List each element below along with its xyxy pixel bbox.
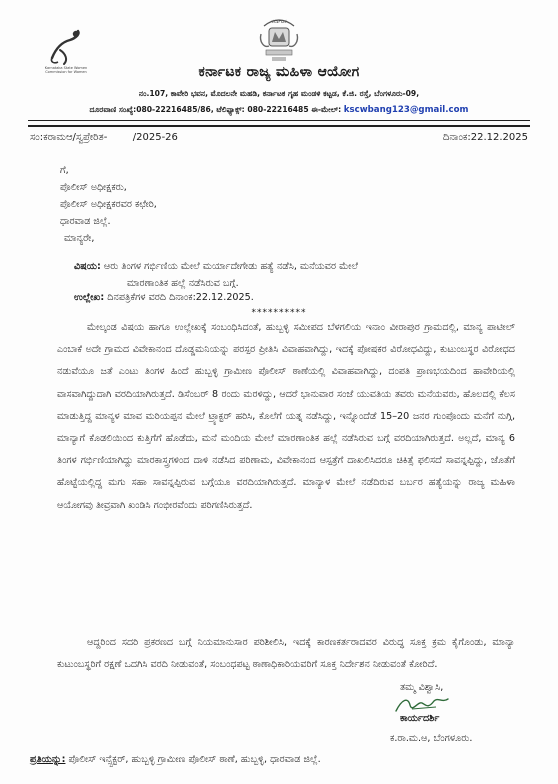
paragraph-1-text: ಮೇಲ್ಕಂಡ ವಿಷಯ ಹಾಗೂ ಉಲ್ಲೇಖಕ್ಕೆ ಸಂಬಂಧಿಸಿದಂತೆ, ಹುಬ್ಬಳ್ಳಿ ಸಮೀಪದ ಬೆಳಗಲಿಯ ಇನಾಂ ವೀರಾಪುರ ಗ್ರಾಮದಲ್ಲಿ, ಮಾನ್ಯ ಪಾಟೀಲ್ ಎಂಬಾಕೆ ಅದೇ ಗ್ರಾಮದ ವಿವೇಕಾನಂದ ದೊಡ್ಡಮನಿಯನ್ನು ಪರಸ್ಪರ ಪ್ರೀತಿಸಿ ವಿವಾಹವಾಗಿದ್ದು, ಇದಕ್ಕೆ ಪೋಷಕರ ವಿರೋಧವಿದ್ದು, ಕುಟುಂಬಸ್ಥರ ವಿರೋಧದ ನಡುವೆಯೂ ಜತೆ ಎಂಟು ತಿಂಗಳ ಹಿಂದೆ ಹುಬ್ಬಳ್ಳಿ ಗ್ರಾಮೀಣ ಪೊಲೀಸ್ ಠಾಣೆಯಲ್ಲಿ ವಿವಾಹವಾಗಿದ್ದು, ದಂಪತಿ ಪ್ರಾಣಭಯದಿಂದ ಹಾವೇರಿಯಲ್ಲಿ ವಾಸವಾಗಿದ್ದುದಾಗಿ ವರದಿಯಾಗಿರುತ್ತದೆ. ಡಿಸೆಂಬರ್ 8 ರಂದು ಮರಳಿದ್ದು, ಆದರೆ ಭಾನುವಾರ ಸಂಜೆ ಯುವತಿಯ ತವರು ಮನೆಯವರು, ಹೊಲದಲ್ಲಿ ಕೆಲಸ ಮಾಡುತ್ತಿದ್ದ ಮಾನ್ಯಳ ಮಾವ ಮರಿಯಪ್ಪನ ಮೇಲೆ ಟ್ರ್ಯಾಕ್ಟರ್ ಹರಿಸಿ, ಕೊಲೆಗೆ ಯತ್ನ ನಡೆಸಿದ್ದು, ಇನ್ನೊಂದೆಡೆ 15–20 ಜನರ ಗುಂಪೊಂದು ಮನೆಗೆ ನುಗ್ಗಿ, ಮಾನ್ಯಾಗೆ ಕೊಡಲಿಯಿಂದ ಕುತ್ತಿಗೆಗೆ ಹೊಡೆದು, ಮನೆ ಮಂದಿಯ ಮೇಲೆ ಮಾರಣಾಂತಿಕ ಹಲ್ಲೆ ನಡೆಸಿರುವ ಬಗ್ಗೆ ವರದಿಯಾಗಿರುತ್ತದೆ. ಅಲ್ಲದೆ, ಮಾನ್ಯ 6 ತಿಂಗಳ ಗರ್ಭಿಣಿಯಾಗಿದ್ದು ಮಾರಕಾಸ್ತ್ರಗಳಿಂದ ದಾಳಿ ನಡೆಸಿದ ಪರಿಣಾಮ, ವಿವೇಕಾನಂದ ಆಸ್ಪತ್ರೆಗೆ ದಾಖಲಿಸಿದರೂ ಚಿಕಿತ್ಸೆ ಫಲಿಸದೆ ಸಾವನ್ನಪ್ಪಿದ್ದು, ಜೊತೆಗೆ ಹೊಟ್ಟೆಯಲ್ಲಿದ್ದ ಮಗು ಸಹಾ ಸಾವನ್ನಪ್ಪಿರುವ ಬಗ್ಗೆಯೂ ವರದಿಯಾಗಿರುತ್ತದೆ. ಮಾನ್ಯಾಳ ಮೇಲೆ ನಡೆದಿರುವ ಬರ್ಬರ ಹತ್ಯೆಯನ್ನು ರಾಜ್ಯ ಮಹಿಳಾ ಆಯೋಗವು ತೀವ್ರವಾಗಿ ಖಂಡಿಸಿ ಗಂಭೀರವೆಂದು ಪರಿಗಣಿಸಿರುತ್ತದೆ. — [57, 322, 515, 511]
state-emblem-icon — [256, 12, 302, 64]
recipient-line: ಪೊಲೀಸ್ ಅಧೀಕ್ಷಕರು, — [60, 182, 127, 193]
copy-to-block — [30, 754, 321, 765]
separator-stars: ********** — [251, 308, 307, 318]
recipient-address — [60, 162, 157, 230]
svg-text:ಕರ್ನಾಟಕ: ಕರ್ನಾಟಕ — [271, 19, 287, 25]
copy-to-label: ಪ್ರತಿಯನ್ನು: — [30, 754, 66, 765]
organization-title: ಕರ್ನಾಟಕ ರಾಜ್ಯ ಮಹಿಳಾ ಆಯೋಗ — [198, 64, 360, 80]
designation-office: ಕ.ರಾ.ಮ.ಆ, ಬೆಂಗಳೂರು. — [390, 733, 473, 744]
recipient-line: ಗೆ, — [60, 165, 69, 176]
reference-label: ಉಲ್ಲೇಖ: — [74, 292, 105, 303]
designation: ಕಾರ್ಯದರ್ಶಿ — [400, 713, 440, 724]
copy-to-text: ಪೊಲೀಸ್ ಇನ್ಸ್ಪೆಕ್ಟರ್, ಹುಬ್ಬಳ್ಳಿ ಗ್ರಾಮೀಣ ಪೊಲೀಸ್ ಠಾಣೆ, ಹುಬ್ಬಳ್ಳಿ, ಧಾರವಾಡ ಜಿಲ್ಲೆ. — [68, 754, 321, 765]
subject-label: ವಿಷಯ: — [74, 261, 101, 272]
recipient-line: ಪೊಲೀಸ್ ಅಧೀಕ್ಷಕರವರ ಕಛೇರಿ, — [60, 199, 157, 210]
letter-date: ದಿನಾಂಕ:22.12.2025 — [442, 132, 528, 143]
reference-block — [74, 292, 254, 303]
email-link[interactable]: kscwbang123@gmail.com — [343, 105, 469, 115]
header-rule-thin — [28, 120, 530, 121]
contact-numbers: ದೂರವಾಣಿ ಸಂಖ್ಯೆ:080-22216485/86, ಟೆಲಿಫ್ಯಾಕ್ಸ್: 080-22216485 ಈ-ಮೇಲ್: — [89, 105, 342, 114]
closing-yours: ತಮ್ಮ ವಿಶ್ವಾಸಿ, — [400, 682, 444, 693]
header-rule-thick — [28, 125, 530, 127]
reference-number: ಸಂ:ಕರಾಮಆ/ಸ್ವಪ್ರೇರಿತ- /2025-26 — [30, 132, 178, 143]
subject-text-2: ಮಾರಣಾಂತಿಕ ಹಲ್ಲೆ ನಡೆಸಿರುವ ಬಗ್ಗೆ. — [127, 278, 239, 289]
address-line-2 — [0, 105, 558, 115]
recipient-line: ಧಾರವಾಡ ಜಿಲ್ಲೆ. — [60, 216, 111, 227]
subject-block — [74, 258, 494, 292]
body-paragraph-2 — [57, 632, 515, 676]
logo-tagline: Karnataka State Women Commission for Women — [44, 66, 88, 74]
subject-text-1: ಆರು ತಿಂಗಳ ಗರ್ಭಿಣಿಯ ಮೇಲೆ ಮರ್ಯಾದೇಗೇಡು ಹತ್ಯೆ ನಡೆಸಿ, ಮನೆಯವರ ಮೇಲೆ — [103, 261, 358, 272]
salutation: ಮಾನ್ಯರೇ, — [64, 233, 95, 244]
body-paragraph-1 — [57, 317, 515, 517]
woman-figure-logo-icon — [38, 28, 94, 66]
address-line-1: ನಂ.107, ಕಾವೇರಿ ಭವನ, ಮೊದಲನೇ ಮಹಡಿ, ಕರ್ನಾಟಕ ಗೃಹ ಮಂಡಳಿ ಕಟ್ಟಡ, ಕೆ.ಜಿ. ರಸ್ತೆ, ಬೆಂಗಳೂರು-09, — [138, 89, 420, 98]
paragraph-2-text: ಆದ್ದರಿಂದ ಸದರಿ ಪ್ರಕರಣದ ಬಗ್ಗೆ ನಿಯಮಾನುಸಾರ ಪರಿಶೀಲಿಸಿ, ಇದಕ್ಕೆ ಕಾರಣಕರ್ತರಾದವರ ವಿರುದ್ಧ ಸೂಕ್ತ ಕ್ರಮ ಕೈಗೊಂಡು, ಮಾನ್ಯಾ ಕುಟುಂಬಸ್ಥರಿಗೆ ರಕ್ಷಣೆ ಒದಗಿಸಿ ವರದಿ ನೀಡುವಂತೆ, ಸಂಬಂಧಪಟ್ಟ ಠಾಣಾಧಿಕಾರಿಯವರಿಗೆ ಸೂಕ್ತ ನಿರ್ದೇಶನ ನೀಡುವಂತೆ ಕೋರಿದೆ. — [57, 637, 515, 671]
reference-text: ದಿನಪತ್ರಿಕೆಗಳ ವರದಿ ದಿನಾಂಕ:22.12.2025. — [107, 292, 254, 303]
